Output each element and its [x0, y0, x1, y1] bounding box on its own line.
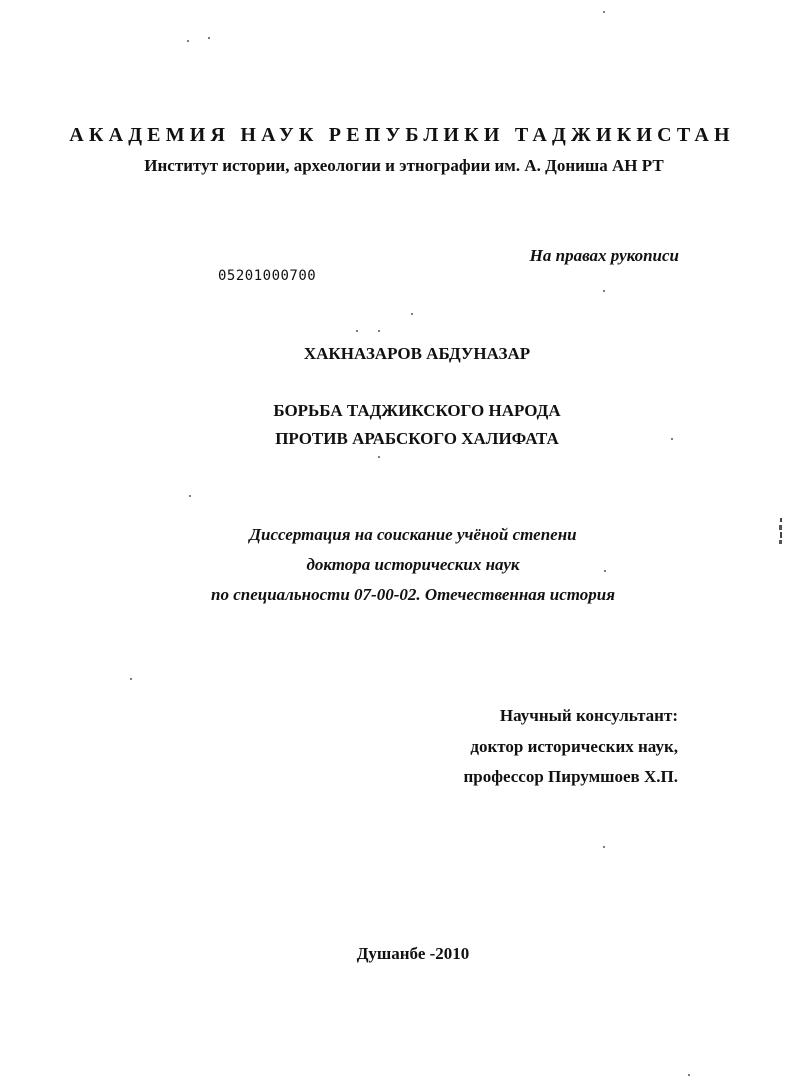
scan-speck [189, 495, 191, 497]
rights-note: На правах рукописи [529, 246, 679, 265]
scan-speck [187, 40, 189, 42]
dissertation-line-2: доктора исторических наук [306, 555, 520, 574]
city-year: Душанбе -2010 [356, 944, 470, 963]
scan-edge-mark [776, 518, 786, 548]
consultant-name: профессор Пирумшоев Х.П. [463, 767, 678, 786]
consultant-degree: доктор исторических наук, [470, 737, 678, 756]
scan-speck [603, 846, 605, 848]
institute-name: Институт истории, археологии и этнографии им. А. Дониша АН РТ [144, 156, 664, 175]
scan-speck [378, 456, 380, 458]
consultant-label: Научный консультант: [499, 706, 678, 725]
scan-speck [130, 678, 132, 680]
scan-speck [671, 438, 673, 440]
dissertation-line-3: по специальности 07-00-02. Отечественная история [210, 585, 616, 604]
scan-speck [208, 37, 210, 39]
scan-speck [411, 313, 413, 315]
scan-speck [378, 330, 380, 332]
scan-speck [603, 11, 605, 13]
author-name: ХАКНАЗАРОВ АБДУНАЗАР [303, 344, 531, 363]
catalog-code: 05201000700 [218, 268, 317, 284]
academy-heading: АКАДЕМИЯ НАУК РЕПУБЛИКИ ТАДЖИКИСТАН [69, 124, 735, 146]
scan-speck [603, 290, 605, 292]
title-line-2: ПРОТИВ АРАБСКОГО ХАЛИФАТА [275, 429, 559, 448]
title-line-1: БОРЬБА ТАДЖИКСКОГО НАРОДА [273, 401, 561, 420]
scan-speck [604, 570, 606, 572]
dissertation-line-1: Диссертация на соискание учёной степени [249, 525, 577, 544]
scan-speck [688, 1074, 690, 1076]
scan-speck [356, 330, 358, 332]
